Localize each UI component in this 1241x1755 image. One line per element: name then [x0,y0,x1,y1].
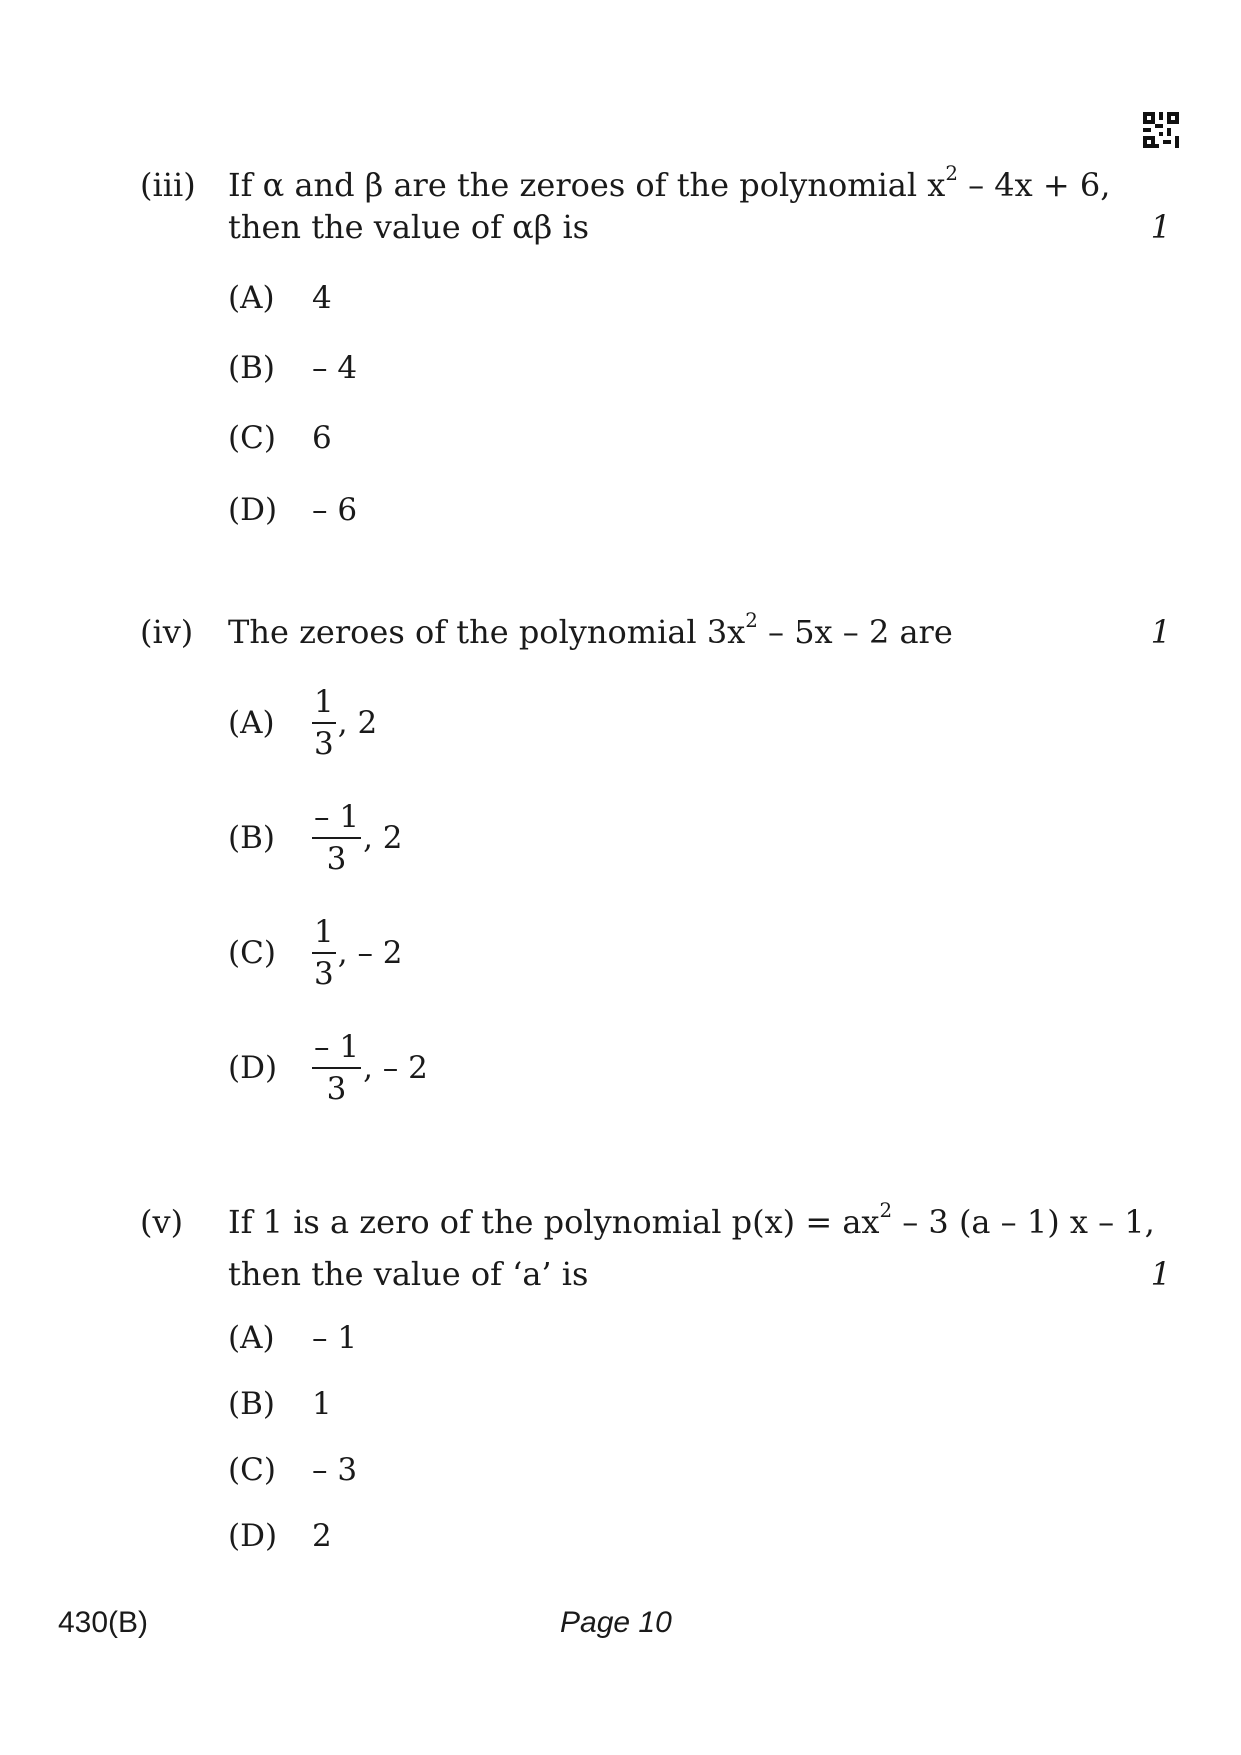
fraction-numerator: – 1 [312,1029,361,1069]
option-value: , 2 [337,705,378,741]
option-b [228,1386,332,1422]
question-text [228,609,953,651]
option-label: (A) [228,1320,275,1356]
option-value: , 2 [363,820,403,856]
fraction [312,799,361,877]
question-text-line-1 [228,1199,1155,1241]
qr-code-icon [1143,112,1179,148]
option-c [228,420,332,456]
option-c [228,1452,357,1488]
question-text-part: – 3 (a – 1) x – 1, [892,1203,1155,1241]
question-number: (iii) [140,166,196,204]
marks: 1 [1150,613,1171,651]
question-text-part: The zeroes of the polynomial 3x [228,613,746,651]
fraction [312,914,336,992]
option-b [228,799,403,877]
option-label: (D) [228,1518,278,1554]
exponent: 2 [879,1199,893,1223]
option-label: (B) [228,350,275,386]
option-a [228,1320,357,1356]
exponent: 2 [745,609,758,633]
option-label: (C) [228,1452,276,1488]
option-value: – 3 [312,1452,358,1488]
option-label: (C) [228,420,276,456]
option-label: (B) [228,820,275,856]
option-label: (D) [228,492,278,528]
option-label: (D) [228,1050,278,1086]
option-value: , – 2 [337,935,403,971]
option-d [228,492,357,528]
option-value: 1 [312,1386,332,1422]
option-value: – 6 [312,492,358,528]
option-label: (A) [228,280,275,316]
page-number: Page 10 [560,1606,672,1639]
question-text-part: – 5x – 2 are [757,613,953,651]
option-value: 6 [312,420,332,456]
option-label: (B) [228,1386,275,1422]
option-d [228,1029,428,1107]
fraction-numerator: 1 [312,684,336,724]
option-value: – 4 [312,350,358,386]
exponent: 2 [945,162,958,186]
question-number: (v) [140,1203,184,1241]
option-a [228,280,332,316]
option-value: 4 [312,280,332,316]
option-value: – 1 [312,1320,358,1356]
question-text-line-2: then the value of αβ is [228,208,590,246]
question-text-line-2: then the value of ‘a’ is [228,1255,589,1293]
option-d [228,1518,332,1554]
option-label: (A) [228,705,275,741]
fraction [312,1029,361,1107]
fraction-denominator: 3 [314,726,334,762]
question-number: (iv) [140,613,194,651]
fraction-denominator: 3 [326,841,347,877]
question-text-part: If α and β are the zeroes of the polynomial x [228,166,946,204]
fraction-denominator: 3 [326,1071,347,1107]
fraction [312,684,336,762]
option-a [228,684,377,762]
fraction-numerator: – 1 [312,799,361,839]
fraction-numerator: 1 [312,914,336,954]
question-text-line-1 [228,162,1111,204]
question-text-part: If 1 is a zero of the polynomial p(x) = ax [228,1203,880,1241]
fraction-denominator: 3 [314,956,334,992]
option-c [228,914,403,992]
option-value: 2 [312,1518,332,1554]
option-value: , – 2 [363,1050,428,1086]
marks: 1 [1150,208,1171,246]
paper-code: 430(B) [58,1606,149,1639]
marks: 1 [1150,1255,1171,1293]
option-b [228,350,357,386]
question-text-part: – 4x + 6, [957,166,1111,204]
option-label: (C) [228,935,276,971]
